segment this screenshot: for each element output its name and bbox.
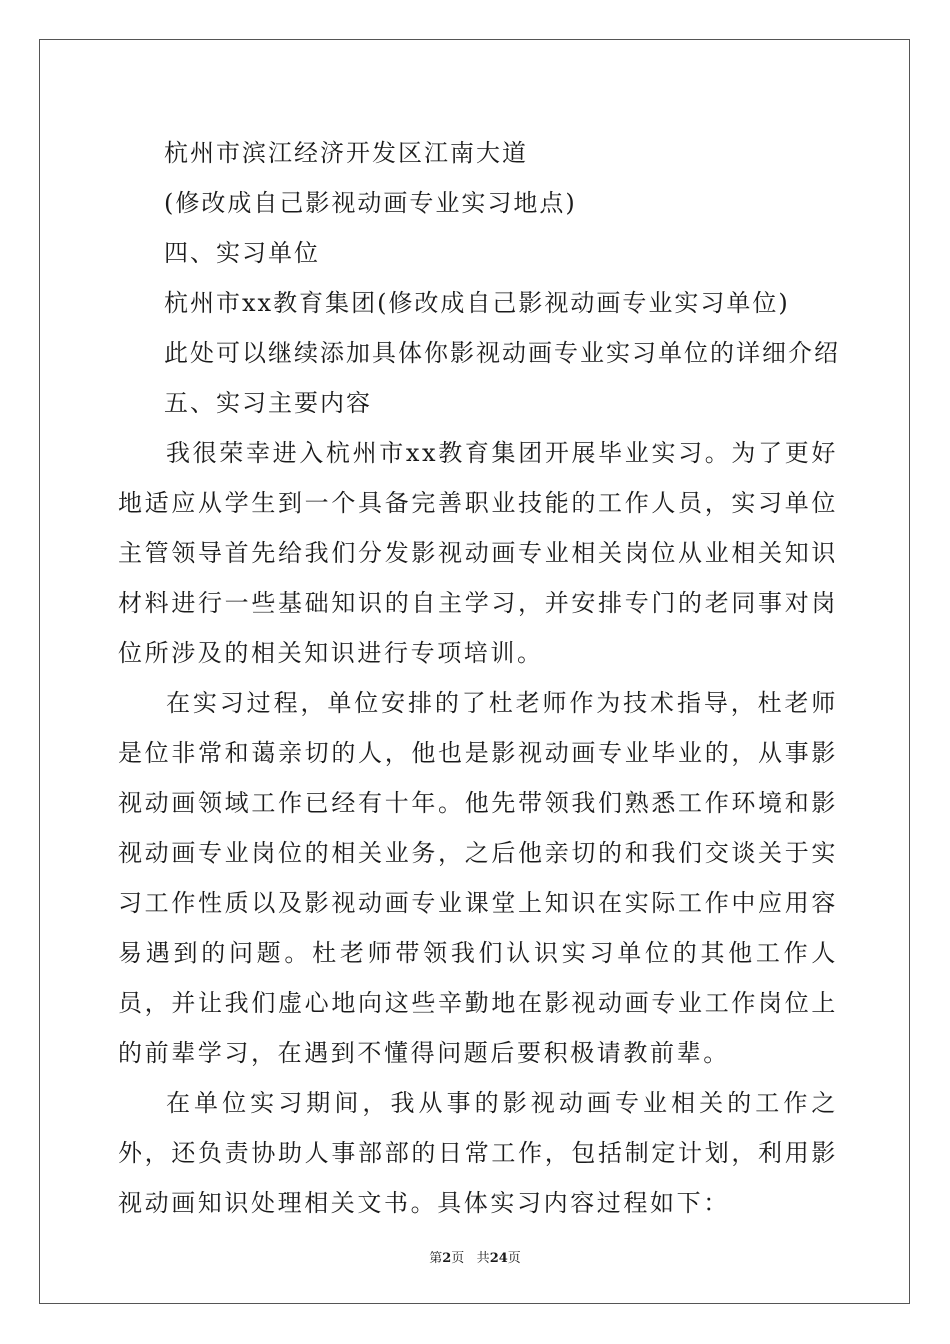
paragraph-1: 我很荣幸进入杭州市xx教育集团开展毕业实习。为了更好地适应从学生到一个具备完善职业技能的工作人员，实习单位主管领导首先给我们分发影视动画专业相关岗位从业相关知识材料进行一些基础知识的自主学习，并安排专门的老同事对岗位所涉及的相关知识进行专项培训。 xyxy=(118,439,838,667)
paragraph-2: 在实习过程，单位安排的了杜老师作为技术指导，杜老师是位非常和蔼亲切的人，他也是影视动画专业毕业的，从事影视动画领域工作已经有十年。他先带领我们熟悉工作环境和影视动画专业岗位的相关业务，之后他亲切的和我们交谈关于实习工作性质以及影视动画专业课堂上知识在实际工作中应用容易遇到的问题。杜老师带领我们认识实习单位的其他工作人员，并让我们虚心地向这些辛勤地在影视动画专业工作岗位上的前辈学习，在遇到不懂得问题后要积极请教前辈。 xyxy=(118,689,838,1067)
company-note: 此处可以继续添加具体你影视动画专业实习单位的详细介绍 xyxy=(164,339,840,367)
section-heading-5: 五、实习主要内容 xyxy=(164,389,372,417)
footer-total-suffix: 页 xyxy=(507,1251,521,1266)
footer-total-prefix: 共 xyxy=(476,1251,490,1266)
paragraph-3: 在单位实习期间，我从事的影视动画专业相关的工作之外，还负责协助人事部部的日常工作，包括制定计划，利用影视动画知识处理相关文书。具体实习内容过程如下： xyxy=(118,1089,838,1217)
page-footer xyxy=(0,1247,950,1266)
footer-page-suffix: 页 xyxy=(451,1251,465,1266)
section-heading-4: 四、实习单位 xyxy=(164,239,320,267)
footer-total-number: 24 xyxy=(489,1251,508,1266)
company-line: 杭州市xx教育集团(修改成自己影视动画专业实习单位) xyxy=(164,289,790,317)
address-note: (修改成自己影视动画专业实习地点) xyxy=(164,189,577,217)
footer-page-number: 2 xyxy=(442,1251,452,1266)
address-line: 杭州市滨江经济开发区江南大道 xyxy=(164,139,528,167)
footer-page-prefix: 第 xyxy=(429,1251,443,1266)
document-body xyxy=(118,128,838,1228)
